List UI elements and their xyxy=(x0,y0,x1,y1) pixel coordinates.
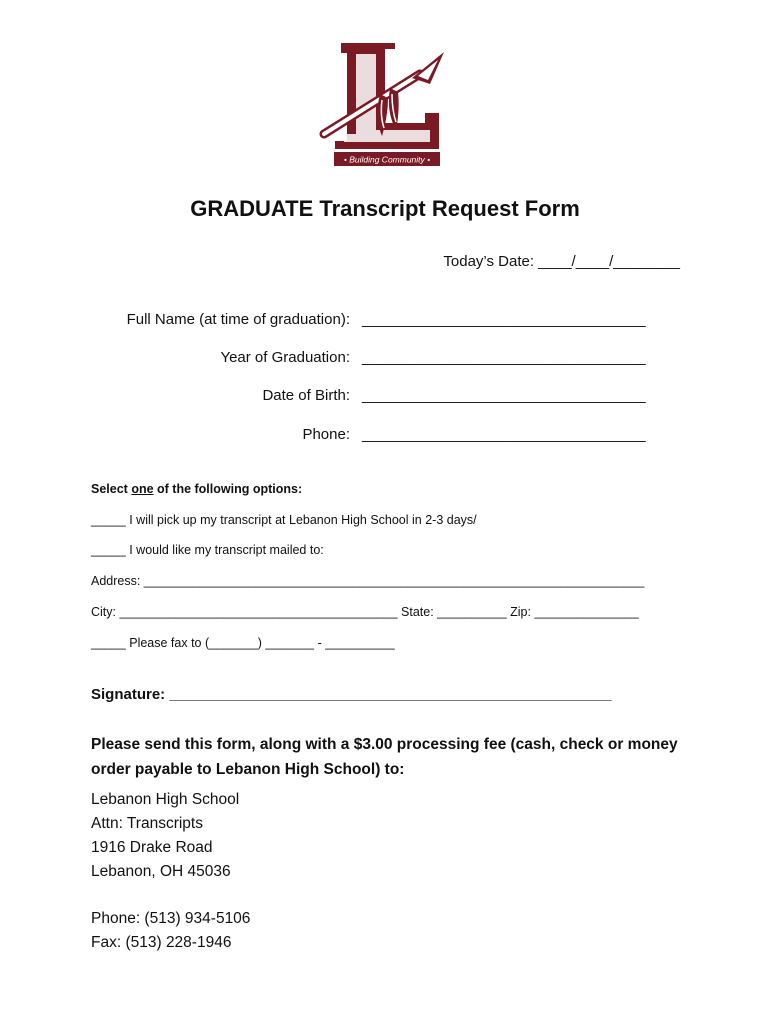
year-of-graduation-field[interactable]: __________________________________ xyxy=(362,349,646,366)
contact-fax: Fax: (513) 228-1946 xyxy=(91,934,232,951)
address-line-3: 1916 Drake Road xyxy=(91,839,213,856)
todays-date-field[interactable]: Today’s Date: ____/____/________ xyxy=(443,253,680,270)
phone-field[interactable]: __________________________________ xyxy=(362,426,646,443)
address-line-2: Attn: Transcripts xyxy=(91,815,203,832)
page-title: GRADUATE Transcript Request Form xyxy=(190,196,580,221)
options-header: Select one of the following options: xyxy=(91,482,303,496)
contact-phone: Phone: (513) 934-5106 xyxy=(91,910,251,927)
logo-tagline: • Building Community • xyxy=(343,154,431,165)
school-logo xyxy=(316,38,456,170)
year-of-graduation-label: Year of Graduation: xyxy=(220,349,350,366)
full-name-field[interactable]: __________________________________ xyxy=(362,311,646,328)
phone-label: Phone: xyxy=(302,426,350,443)
city-state-zip-field[interactable]: City: ________________________________________ State: __________ Zip: _______________ xyxy=(91,605,639,619)
signature-field[interactable]: Signature: _____________________________________________________ xyxy=(91,686,612,703)
date-of-birth-field[interactable]: __________________________________ xyxy=(362,387,646,404)
mailing-instructions: Please send this form, along with a $3.00 processing fee (cash, check or money order payable to Lebanon High School) to: xyxy=(91,736,678,778)
address-line-4: Lebanon, OH 45036 xyxy=(91,863,231,880)
option-mail[interactable]: _____ I would like my transcript mailed to: xyxy=(91,543,324,557)
date-of-birth-label: Date of Birth: xyxy=(262,387,350,404)
full-name-label: Full Name (at time of graduation): xyxy=(126,311,350,328)
option-pickup[interactable]: _____ I will pick up my transcript at Lebanon High School in 2-3 days/ xyxy=(91,513,477,527)
address-field[interactable]: Address: ________________________________________________________________________ xyxy=(91,574,645,588)
address-line-1: Lebanon High School xyxy=(91,791,240,808)
option-fax[interactable]: _____ Please fax to (_______) _______ - __________ xyxy=(91,636,395,650)
